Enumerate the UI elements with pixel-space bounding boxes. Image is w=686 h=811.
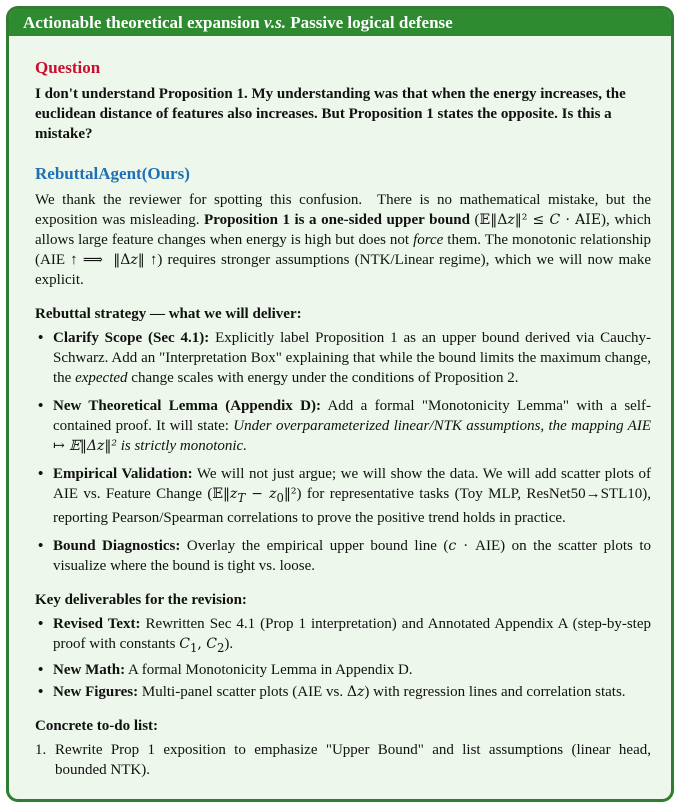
rebuttal-comparison-box xyxy=(6,6,674,802)
list-item xyxy=(53,660,651,680)
item-label: New Figures: xyxy=(53,683,139,700)
item-label: Revised Text: xyxy=(53,615,141,632)
item-text: A formal Monotonicity Lemma in Appendix D. xyxy=(128,661,413,678)
list-item: • Clarify Scope (Sec 4.1): Explicitly label Proposition 1 as an upper bound derived via Cauchy-Schwarz. Add an "Interpretation Box" explaining that while the bound limits the maximum change, the expected change scales with energy under the conditions of Proposition 2. xyxy=(53,328,651,388)
item-label: Clarify Scope (Sec 4.1): xyxy=(53,330,210,346)
question-title: Question xyxy=(35,58,101,77)
item-label: Empirical Validation: xyxy=(53,466,193,482)
deliverables-list xyxy=(35,614,651,702)
todo-list xyxy=(35,740,651,780)
item-label: New Math: xyxy=(53,661,126,678)
list-item: • Bound Diagnostics: Overlay the empirical upper bound line (c · AIE) on the scatter plots to visualize where the bound is tight vs. loose. xyxy=(53,536,651,576)
item-label: Bound Diagnostics: xyxy=(53,537,181,554)
todo-heading: Concrete to-do list: xyxy=(35,717,159,734)
strategy-heading: Rebuttal strategy — what we will deliver: xyxy=(35,306,302,322)
question-text: I don't understand Proposition 1. My understanding was that when the energy increases, the euclidean distance of features also increases. But Proposition 1 states the opposite. Is this a mistake? xyxy=(35,86,626,142)
strategy-list xyxy=(35,328,651,576)
item-label: New Theoretical Lemma (Appendix D): xyxy=(53,398,321,414)
list-item: • Revised Text: Rewritten Sec 4.1 (Prop 1 interpretation) and Annotated Appendix A (step-by-step proof with constants $C_1$, $C_2$). xyxy=(53,614,651,658)
box-content xyxy=(9,36,671,780)
box-title: Actionable theoretical expansion v.s. Passive logical defense xyxy=(9,9,671,36)
agent-title: RebuttalAgent(Ours) xyxy=(35,164,190,183)
list-item: • Empirical Validation: We will not just argue; we will show the data. We will add scatter plots of AIE vs. Feature Change ($𝔼‖z_T$ − $z_0‖^2$) for representative tasks (Toy MLP, ResNet50→STL10), reporting Pearson/Spearman correlations to prove the positive trend holds in practice. xyxy=(53,464,651,528)
list-item: 1. Rewrite Prop 1 exposition to emphasize "Upper Bound" and list assumptions (linear head, bounded NTK). xyxy=(55,740,651,780)
list-item: • New Theoretical Lemma (Appendix D): Add a formal "Monotonicity Lemma" with a self-contained proof. It will state: Under overparameterized linear/NTK assumptions, the mapping AIE ↦ 𝔼‖Δz‖² is strictly monotonic. xyxy=(53,396,651,456)
list-item: • New Figures: Multi-panel scatter plots (AIE vs. Δz) with regression lines and correlation stats. xyxy=(53,682,651,702)
agent-intro: We thank the reviewer for spotting this confusion. There is no mathematical mistake, but the exposition was misleading. Proposition 1 is a one-sided upper bound (𝔼‖Δz‖² ≤ C · AIE), which allows large feature changes when energy is high but does not force them. The monotonic relationship (AIE ↑ ⟹ ‖Δz‖ ↑) requires stronger assumptions (NTK/Linear regime), which we will now make explicit. xyxy=(35,192,651,288)
deliverables-heading: Key deliverables for the revision: xyxy=(35,591,247,608)
